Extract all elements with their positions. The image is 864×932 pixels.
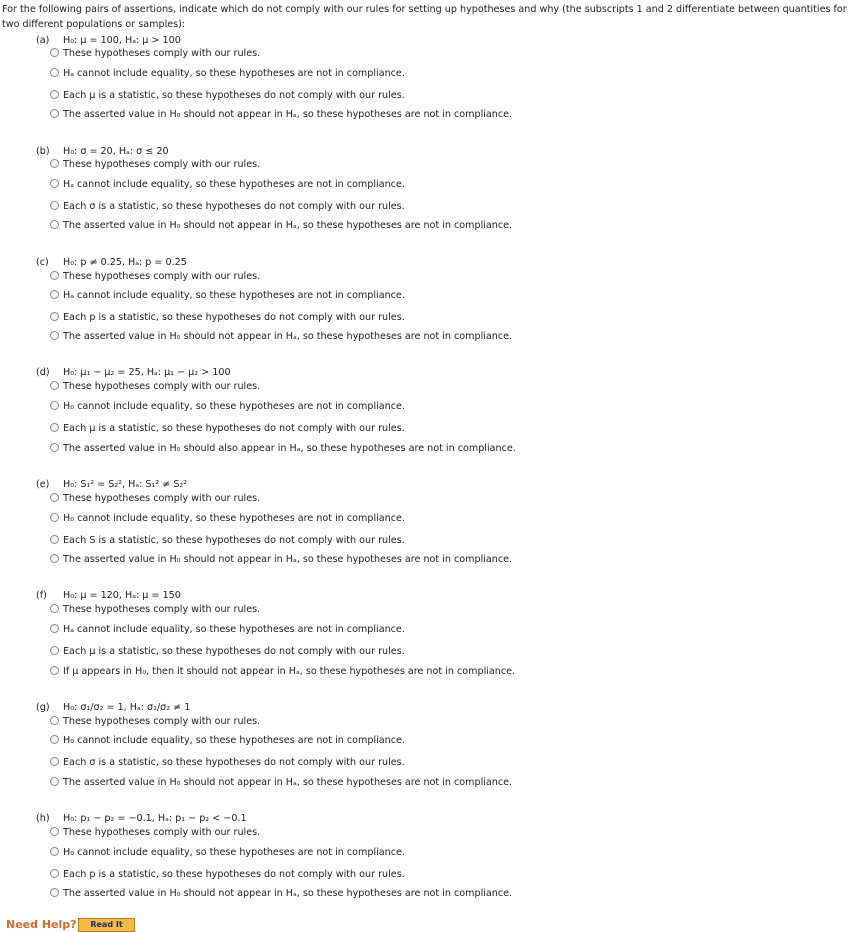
radio-button[interactable] (50, 48, 59, 57)
answer-option[interactable] (50, 67, 405, 81)
question-part-h (36, 812, 856, 899)
option-label: The asserted value in H₀ should not appear in Hₐ, so these hypotheses are not in compliance. (63, 109, 513, 120)
hypothesis-pair: H₀: σ₁/σ₂ = 1, Hₐ: σ₁/σ₂ ≠ 1 (63, 702, 191, 713)
hypothesis-pair: H₀: μ₁ − μ₂ = 25, Hₐ: μ₁ − μ₂ > 100 (63, 367, 231, 378)
answer-option[interactable] (50, 47, 260, 61)
answer-option[interactable] (50, 311, 405, 325)
radio-button[interactable] (50, 179, 59, 188)
answer-option[interactable] (50, 158, 260, 172)
option-label: These hypotheses comply with our rules. (63, 827, 261, 838)
option-label: Each μ is a statistic, so these hypotheses do not comply with our rules. (63, 90, 405, 101)
radio-button[interactable] (50, 777, 59, 786)
read-it-button[interactable]: Read It (78, 918, 135, 932)
option-label: If μ appears in H₀, then it should not appear in Hₐ, so these hypotheses are not in compliance. (63, 666, 516, 677)
radio-button[interactable] (50, 290, 59, 299)
radio-button[interactable] (50, 869, 59, 878)
radio-button[interactable] (50, 757, 59, 766)
answer-option[interactable] (50, 846, 405, 860)
option-label: These hypotheses comply with our rules. (63, 493, 261, 504)
answer-option[interactable] (50, 868, 405, 882)
hypothesis-pair: H₀: μ = 100, Hₐ: μ > 100 (63, 35, 181, 46)
option-label: The asserted value in H₀ should not appear in Hₐ, so these hypotheses are not in compliance. (63, 777, 513, 788)
instructions: For the following pairs of assertions, indicate which do not comply with our rules for setting up hypotheses and why (the subscripts 1 and 2 differentiate between quantities for two different populations or samples): (2, 4, 847, 30)
radio-button[interactable] (50, 443, 59, 452)
question-part-b (36, 145, 856, 231)
option-label: The asserted value in H₀ should also appear in Hₐ, so these hypotheses are not in compliance. (63, 443, 516, 454)
answer-option[interactable] (50, 826, 260, 840)
option-label: The asserted value in H₀ should not appear in Hₐ, so these hypotheses are not in compliance. (63, 220, 513, 231)
part-letter: (g) (36, 702, 50, 713)
answer-option[interactable] (50, 89, 405, 103)
answer-option[interactable] (50, 219, 512, 233)
part-letter: (e) (36, 479, 50, 490)
option-label: The asserted value in H₀ should not appear in Hₐ, so these hypotheses are not in compliance. (63, 888, 513, 899)
option-label: H₀ cannot include equality, so these hypotheses are not in compliance. (63, 513, 405, 524)
option-label: Each p is a statistic, so these hypotheses do not comply with our rules. (63, 312, 405, 323)
radio-button[interactable] (50, 535, 59, 544)
answer-option[interactable] (50, 108, 512, 122)
answer-option[interactable] (50, 270, 260, 284)
option-label: These hypotheses comply with our rules. (63, 159, 261, 170)
answer-option[interactable] (50, 200, 405, 214)
option-label: Each μ is a statistic, so these hypotheses do not comply with our rules. (63, 423, 405, 434)
radio-button[interactable] (50, 493, 59, 502)
option-label: H₀ cannot include equality, so these hypotheses are not in compliance. (63, 847, 405, 858)
answer-option[interactable] (50, 776, 512, 790)
answer-option[interactable] (50, 645, 405, 659)
radio-button[interactable] (50, 401, 59, 410)
question-part-c (36, 256, 856, 342)
radio-button[interactable] (50, 109, 59, 118)
radio-button[interactable] (50, 68, 59, 77)
hypothesis-pair: H₀: σ = 20, Hₐ: σ ≤ 20 (63, 146, 169, 157)
radio-button[interactable] (50, 312, 59, 321)
hypothesis-pair: H₀: p ≠ 0.25, Hₐ: p = 0.25 (63, 257, 187, 268)
option-label: Hₐ cannot include equality, so these hypotheses are not in compliance. (63, 290, 405, 301)
answer-option[interactable] (50, 534, 405, 548)
answer-option[interactable] (50, 442, 516, 456)
option-label: Each σ is a statistic, so these hypotheses do not comply with our rules. (63, 201, 405, 212)
part-letter: (a) (36, 35, 50, 46)
hypothesis-pair: H₀: p₁ − p₂ = −0.1, Hₐ: p₁ − p₂ < −0.1 (63, 813, 247, 824)
question-part-a (36, 34, 856, 120)
option-label: Each p is a statistic, so these hypotheses do not comply with our rules. (63, 869, 405, 880)
radio-button[interactable] (50, 159, 59, 168)
radio-button[interactable] (50, 201, 59, 210)
question-part-g (36, 701, 856, 788)
question-part-d (36, 366, 856, 454)
option-label: The asserted value in H₀ should not appear in Hₐ, so these hypotheses are not in compliance. (63, 554, 513, 565)
radio-button[interactable] (50, 604, 59, 613)
answer-option[interactable] (50, 178, 405, 192)
option-label: Hₐ cannot include equality, so these hypotheses are not in compliance. (63, 624, 405, 635)
radio-button[interactable] (50, 513, 59, 522)
answer-option[interactable] (50, 734, 405, 748)
answer-option[interactable] (50, 400, 405, 414)
hypothesis-pair: H₀: μ = 120, Hₐ: μ = 150 (63, 590, 181, 601)
radio-button[interactable] (50, 646, 59, 655)
radio-button[interactable] (50, 423, 59, 432)
radio-button[interactable] (50, 381, 59, 390)
part-letter: (d) (36, 367, 50, 378)
radio-button[interactable] (50, 90, 59, 99)
question-part-e (36, 478, 856, 565)
option-label: These hypotheses comply with our rules. (63, 271, 261, 282)
option-label: H₀ cannot include equality, so these hypotheses are not in compliance. (63, 735, 405, 746)
question-part-f (36, 589, 856, 677)
radio-button[interactable] (50, 220, 59, 229)
answer-option[interactable] (50, 422, 405, 436)
answer-option[interactable] (50, 330, 512, 344)
answer-option[interactable] (50, 623, 405, 637)
part-letter: (f) (36, 590, 47, 601)
answer-option[interactable] (50, 756, 405, 770)
option-label: H₀ cannot include equality, so these hypotheses are not in compliance. (63, 401, 405, 412)
radio-button[interactable] (50, 331, 59, 340)
answer-option[interactable] (50, 492, 260, 506)
option-label: Hₐ cannot include equality, so these hypotheses are not in compliance. (63, 179, 405, 190)
answer-option[interactable] (50, 289, 405, 303)
answer-option[interactable] (50, 665, 515, 679)
option-label: These hypotheses comply with our rules. (63, 604, 261, 615)
option-label: These hypotheses comply with our rules. (63, 48, 261, 59)
radio-button[interactable] (50, 735, 59, 744)
part-letter: (h) (36, 813, 50, 824)
answer-option[interactable] (50, 512, 405, 526)
radio-button[interactable] (50, 554, 59, 563)
radio-button[interactable] (50, 888, 59, 897)
answer-option[interactable] (50, 603, 260, 617)
option-label: Each σ is a statistic, so these hypotheses do not comply with our rules. (63, 757, 405, 768)
option-label: These hypotheses comply with our rules. (63, 381, 261, 392)
radio-button[interactable] (50, 847, 59, 856)
option-label: Each μ is a statistic, so these hypotheses do not comply with our rules. (63, 646, 405, 657)
answer-option[interactable] (50, 380, 260, 394)
option-label: The asserted value in H₀ should not appear in Hₐ, so these hypotheses are not in compliance. (63, 331, 513, 342)
need-help-label: Need Help? (6, 918, 77, 931)
radio-button[interactable] (50, 716, 59, 725)
answer-option[interactable] (50, 553, 512, 567)
radio-button[interactable] (50, 827, 59, 836)
hypothesis-pair: H₀: S₁² = S₂², Hₐ: S₁² ≠ S₂² (63, 479, 188, 490)
option-label: Hₐ cannot include equality, so these hypotheses are not in compliance. (63, 68, 405, 79)
answer-option[interactable] (50, 715, 260, 729)
radio-button[interactable] (50, 624, 59, 633)
option-label: These hypotheses comply with our rules. (63, 716, 261, 727)
part-letter: (c) (36, 257, 49, 268)
radio-button[interactable] (50, 666, 59, 675)
option-label: Each S is a statistic, so these hypotheses do not comply with our rules. (63, 535, 405, 546)
part-letter: (b) (36, 146, 50, 157)
answer-option[interactable] (50, 887, 512, 901)
radio-button[interactable] (50, 271, 59, 280)
